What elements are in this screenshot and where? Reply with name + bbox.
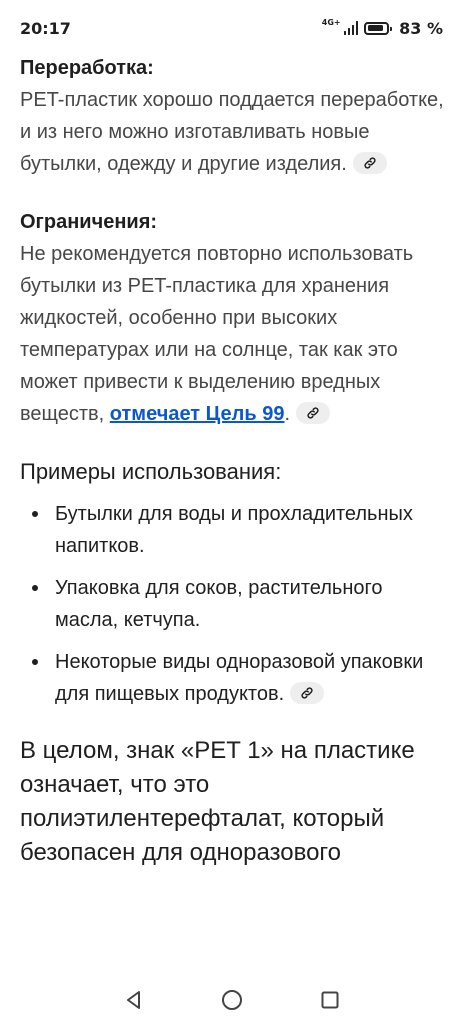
source-link-chip[interactable] [353, 152, 387, 174]
limitations-paragraph [20, 238, 445, 430]
battery-icon [364, 22, 389, 35]
summary-paragraph: В целом, знак «PET 1» на пластике означает, что это полиэтилентерефталат, который безопасен для одноразового [20, 737, 415, 866]
source-link-chip[interactable] [290, 682, 324, 704]
recycling-heading: Переработка: [20, 57, 154, 79]
system-navigation-bar [0, 975, 463, 1024]
signal-strength-icon [344, 21, 359, 35]
list-item-text: Упаковка для соков, растительного масла, кетчупа. [55, 577, 383, 631]
status-bar [0, 0, 463, 56]
list-item-text: Некоторые виды одноразовой упаковки для пищевых продуктов. [55, 651, 424, 705]
link-icon [306, 406, 320, 420]
spacer [20, 430, 445, 456]
battery-percent: 83 % [399, 18, 443, 38]
source-link[interactable]: отмечает Цель 99 [109, 403, 285, 425]
battery-fill [368, 25, 383, 31]
bullet-icon [32, 511, 38, 517]
list-item [20, 572, 445, 636]
status-icons [322, 19, 443, 38]
spacer [20, 180, 445, 206]
link-icon [363, 156, 377, 170]
spacer [20, 720, 445, 734]
limitations-text-end: . [284, 403, 291, 425]
bullet-icon [32, 659, 38, 665]
network-type: 4G+ [321, 18, 341, 27]
limitations-heading: Ограничения: [20, 211, 158, 233]
status-time: 20:17 [20, 18, 71, 38]
square-recents-icon [320, 990, 340, 1010]
recycling-text: PET-пластик хорошо поддается переработке, и из него можно изготавливать новые бутылки, одежду и другие изделия. [20, 89, 444, 175]
list-item-text: Бутылки для воды и прохладительных напитков. [55, 503, 413, 557]
list-item [20, 646, 445, 710]
recents-button[interactable] [317, 987, 343, 1013]
limitations-text: Не рекомендуется повторно использовать бутылки из PET-пластика для хранения жидкостей, особенно при высоких температурах или на солнце, так как это может привести к выделению вредных веществ, [20, 243, 414, 425]
recycling-paragraph [20, 84, 445, 180]
link-icon [300, 686, 314, 700]
back-button[interactable] [121, 987, 147, 1013]
examples-list [20, 498, 445, 710]
article-content [20, 52, 445, 870]
home-button[interactable] [219, 987, 245, 1013]
circle-home-icon [221, 989, 243, 1011]
triangle-back-icon [124, 990, 144, 1010]
examples-heading: Примеры использования: [20, 459, 282, 484]
list-item [20, 498, 445, 562]
bullet-icon [32, 585, 38, 591]
source-link-chip[interactable] [296, 402, 330, 424]
